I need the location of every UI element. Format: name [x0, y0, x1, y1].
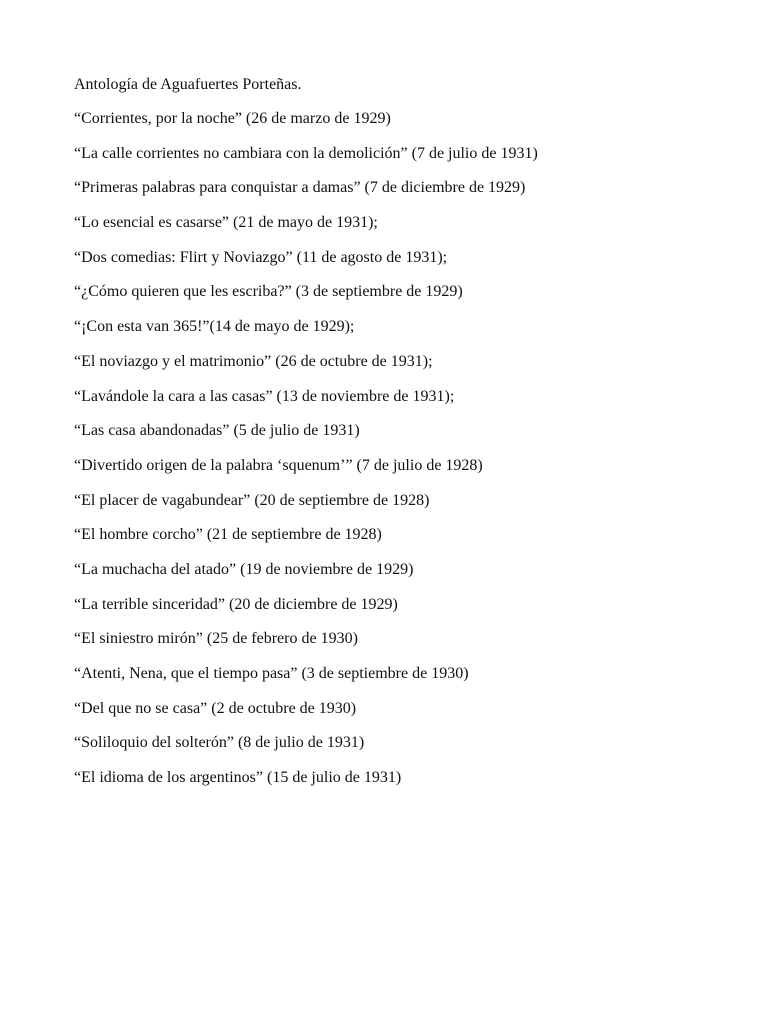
- list-item: “El noviazgo y el matrimonio” (26 de octubre de 1931);: [74, 352, 433, 370]
- list-item: “Primeras palabras para conquistar a damas” (7 de diciembre de 1929): [74, 179, 526, 197]
- list-item: “Lavándole la cara a las casas” (13 de noviembre de 1931);: [74, 387, 455, 405]
- list-item: “¿Cómo quieren que les escriba?” (3 de septiembre de 1929): [74, 283, 463, 301]
- list-item: “Corrientes, por la noche” (26 de marzo de 1929): [74, 110, 391, 127]
- list-item: “El hombre corcho” (21 de septiembre de 1928): [74, 526, 382, 544]
- list-item: “Del que no se casa” (2 de octubre de 1930): [74, 699, 357, 717]
- list-item: “La terrible sinceridad” (20 de diciembre de 1929): [74, 595, 398, 613]
- list-item: “Atenti, Nena, que el tiempo pasa” (3 de septiembre de 1930): [74, 665, 469, 682]
- list-item: “Soliloquio del solterón” (8 de julio de 1931): [74, 734, 365, 752]
- entry-list: [74, 108, 714, 802]
- list-item: “La calle corrientes no cambiara con la demolición” (7 de julio de 1931): [74, 144, 538, 162]
- list-item: “Las casa abandonadas” (5 de julio de 1931): [74, 422, 360, 440]
- list-item: “Dos comedias: Flirt y Noviazgo” (11 de agosto de 1931);: [74, 248, 448, 266]
- document-body: [74, 74, 714, 802]
- list-item: “La muchacha del atado” (19 de noviembre de 1929): [74, 560, 414, 578]
- list-item: “¡Con esta van 365!”(14 de mayo de 1929);: [74, 318, 355, 336]
- list-item: “Divertido origen de la palabra ‘squenum’” (7 de julio de 1928): [74, 456, 483, 474]
- list-item: “El siniestro mirón” (25 de febrero de 1930): [74, 630, 358, 648]
- list-item: “El placer de vagabundear” (20 de septiembre de 1928): [74, 491, 430, 509]
- list-item: “El idioma de los argentinos” (15 de julio de 1931): [74, 769, 402, 787]
- list-item: “Lo esencial es casarse” (21 de mayo de 1931);: [74, 214, 378, 232]
- document-title: Antología de Aguafuertes Porteñas.: [74, 76, 302, 93]
